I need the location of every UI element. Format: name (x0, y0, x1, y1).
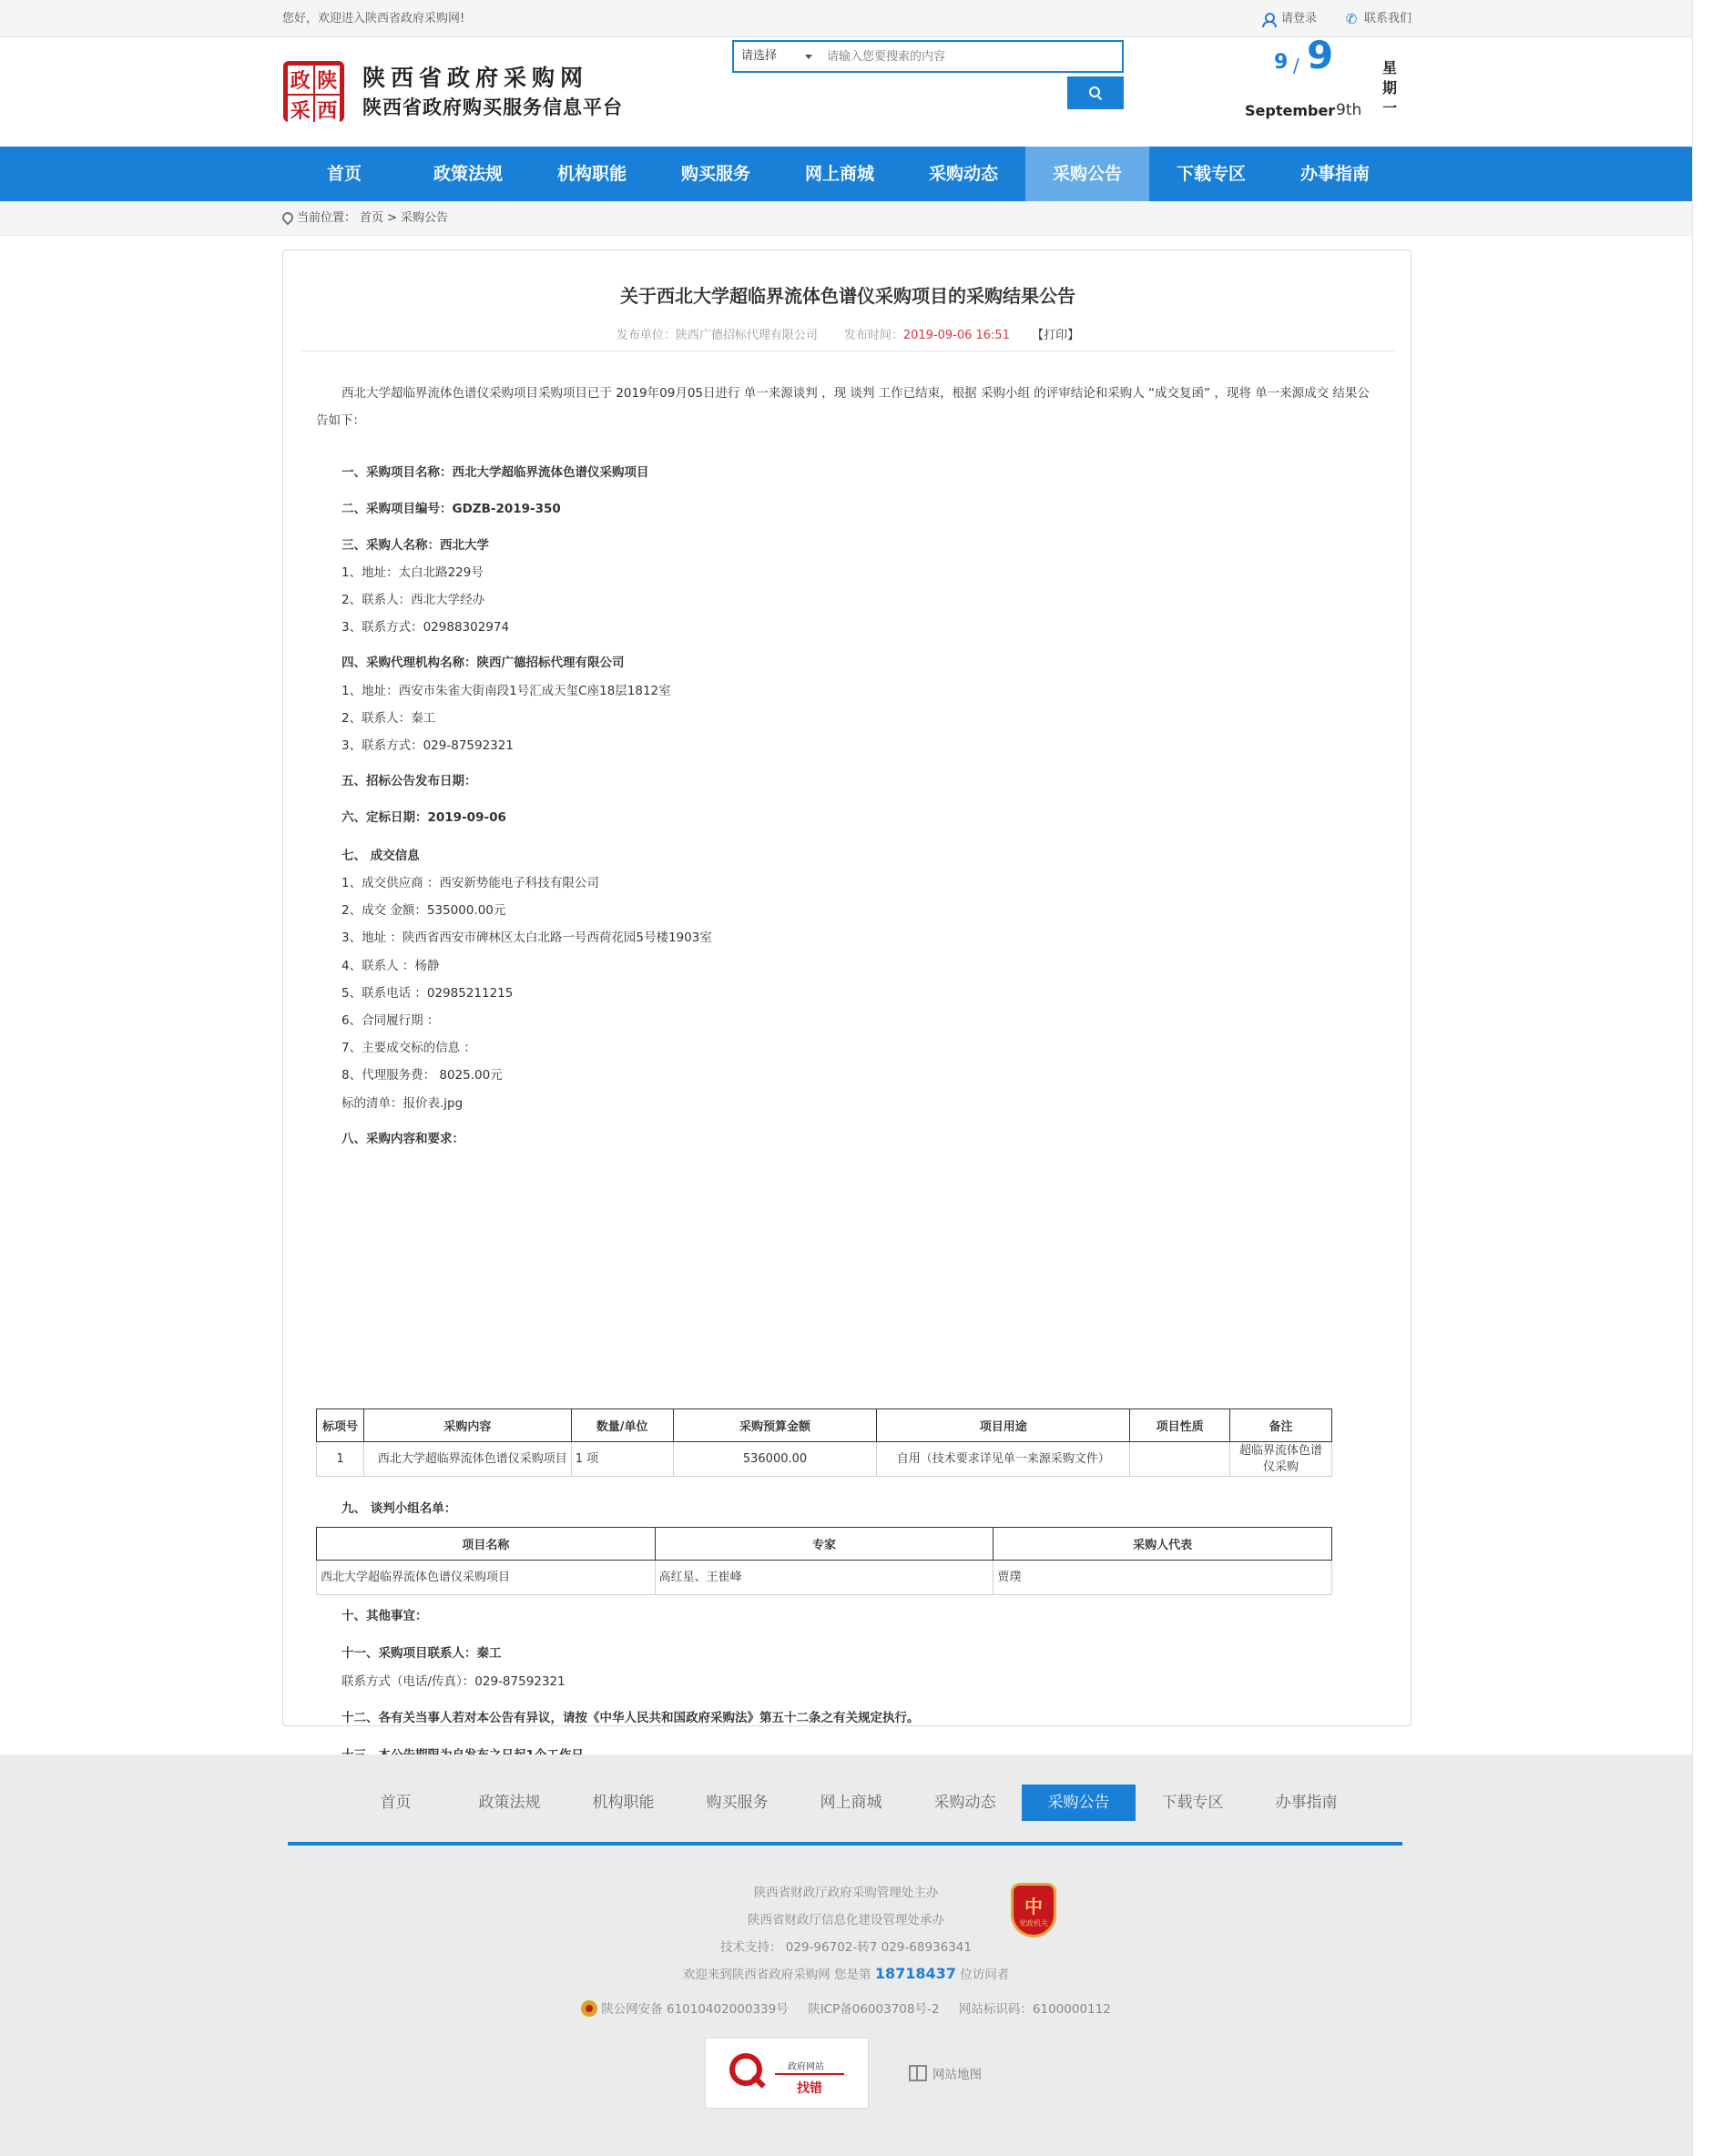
footer-nav (339, 1785, 1363, 1821)
visit-prefix: 欢迎来到陕西省政府采购网 您是第 (682, 1968, 871, 1982)
article-line: 1、地址：西安市朱雀大街南段1号汇成天玺C座18层1812室 (341, 683, 671, 698)
footer-nav-item[interactable]: 机构职能 (592, 1794, 655, 1812)
print-button[interactable]: 【打印】 (1032, 329, 1080, 342)
date-day-ordinal: 9th (1336, 101, 1362, 119)
seal-char: 采 (288, 96, 313, 124)
table-cell (1130, 1442, 1230, 1477)
search-button[interactable] (1067, 76, 1124, 109)
footer (0, 1754, 1692, 2156)
table-row (317, 1442, 1332, 1477)
magnifier-icon (728, 2051, 764, 2091)
nav-item[interactable]: 政策法规 (433, 164, 503, 184)
article-line: 三、采购人名称：西北大学 (341, 537, 489, 553)
find-error-label: 找错 (797, 2081, 822, 2096)
article-line: 二、采购项目编号：GDZB-2019-350 (341, 502, 561, 517)
article-line[interactable]: 标的清单：报价表.jpg (341, 1095, 464, 1111)
article-line: 4、联系人 ：杨静 (341, 958, 440, 973)
article-time-label: 发布时间： (843, 329, 903, 342)
article-line: 5、联系电话 ：02985211215 (341, 985, 514, 1001)
seal-char: 西 (315, 96, 341, 124)
article-line: 3、联系方式：02988302974 (341, 620, 510, 636)
article-time: 2019-09-06 16:51 (902, 329, 1010, 342)
article-line: 3、联系方式：029-87592321 (341, 738, 514, 754)
search-input[interactable] (821, 42, 1122, 71)
nav-item[interactable]: 首页 (326, 164, 362, 184)
sitemap-link[interactable] (909, 2064, 982, 2082)
login-label: 请登录 (1280, 12, 1317, 25)
footer-divider (288, 1842, 1402, 1846)
table-header-cell: 采购预算金额 (673, 1409, 877, 1442)
article-tail-line: 十、其他事宜： (341, 1609, 428, 1623)
section-9-heading: 九、 谈判小组名单： (341, 1501, 457, 1516)
logo-seal[interactable] (283, 61, 344, 122)
nav-item[interactable]: 购买服务 (680, 164, 750, 184)
article-line: 2、联系人：秦工 (341, 710, 436, 726)
footer-nav-item[interactable]: 网上商城 (820, 1794, 882, 1812)
top-bar (0, 0, 1692, 37)
procurement-table (316, 1409, 1332, 1477)
nav-item[interactable]: 采购动态 (928, 164, 998, 184)
weekday-char: 一 (1381, 99, 1397, 117)
table-header-cell: 项目用途 (877, 1409, 1130, 1442)
breadcrumb-current[interactable]: 采购公告 (400, 211, 448, 225)
article-line: 2、成交 金额：535000.00元 (341, 903, 506, 919)
search-icon (1089, 86, 1102, 99)
article-line: 四、采购代理机构名称：陕西广德招标代理有限公司 (341, 656, 625, 671)
table-header-cell: 采购人代表 (994, 1528, 1332, 1561)
scrollbar-track[interactable] (1692, 0, 1712, 2156)
table-header-cell: 项目性质 (1130, 1409, 1230, 1442)
seal-char: 陕 (315, 66, 341, 94)
article-tail-line: 联系方式（电话/传真）：029-87592321 (341, 1674, 566, 1689)
nav-item[interactable]: 办事指南 (1299, 164, 1370, 184)
nav-item[interactable]: 采购公告 (1025, 147, 1149, 201)
footer-records (0, 1998, 1692, 2017)
article-line: 八、采购内容和要求： (341, 1131, 464, 1146)
footer-undertake: 陕西省财政厅信息化建设管理处承办 (748, 1913, 944, 1927)
article-publisher: 发布单位：陕西广德招标代理有限公司 (616, 329, 818, 342)
article-tail-line: 十二、各有关当事人若对本公告有异议，请按《中华人民共和国政府采购法》第五十二条之有关规定执行。 (341, 1711, 920, 1725)
table-header-cell: 备注 (1230, 1409, 1332, 1442)
date-month-number: 9 (1274, 51, 1289, 74)
table-cell: 1 项 (571, 1442, 673, 1477)
main-nav (0, 147, 1692, 201)
article-line: 七、 成交信息 (341, 848, 420, 863)
article-tail-line: 十一、采购项目联系人：秦工 (341, 1646, 502, 1661)
police-badge-icon (581, 2000, 597, 2017)
article-line: 六、定标日期：2019-09-06 (341, 809, 506, 825)
article-intro: 西北大学超临界流体色谱仪采购项目采购项目已于 2019年09月05日进行 单一来源谈判 ，现 谈判 工作已结束，根据 采购小组 的评审结论和采购人 “成交复函” ，现将 单一来源成交 结果公告如下： (316, 386, 1370, 428)
emblem-char: 中 (1024, 1896, 1043, 1917)
table-header-cell: 标项号 (317, 1409, 364, 1442)
table-cell: 536000.00 (673, 1442, 877, 1477)
table-header-cell: 数量/单位 (571, 1409, 673, 1442)
find-error-badge[interactable] (705, 2038, 869, 2109)
footer-support: 技术支持： 029-96702-转7 029-68936341 (720, 1940, 972, 1955)
footer-nav-item[interactable]: 购买服务 (706, 1794, 769, 1812)
article-title: 关于西北大学超临界流体色谱仪采购项目的采购结果公告 (620, 285, 1075, 307)
footer-nav-item[interactable]: 采购公告 (1022, 1785, 1136, 1821)
article-line: 2、联系人：西北大学经办 (341, 592, 485, 607)
breadcrumb (0, 201, 1692, 236)
police-record[interactable]: 陕公网安备 61010402000339号 (601, 2002, 789, 2017)
date-month-name: September (1245, 102, 1336, 119)
date-slash: / (1293, 55, 1299, 76)
date-day: 9 (1307, 33, 1334, 77)
article-meta (283, 325, 1412, 342)
footer-visit (0, 1964, 1692, 1982)
table-cell: 贾璞 (994, 1561, 1332, 1595)
article-line: 1、地址：太白北路229号 (341, 564, 484, 580)
footer-nav-item[interactable]: 下载专区 (1161, 1794, 1224, 1812)
search-box (732, 40, 1124, 73)
find-error-top: 政府网站 (788, 2062, 824, 2072)
date-weekday (1380, 58, 1400, 118)
site-id: 网站标识码：6100000112 (958, 2002, 1111, 2017)
article-line: 一、采购项目名称：西北大学超临界流体色谱仪采购项目 (341, 464, 649, 480)
emblem-label: 党政机关 (1019, 1919, 1048, 1927)
article-line: 五、招标公告发布日期： (341, 774, 477, 789)
article-line: 1、成交供应商 ：西安新势能电子科技有限公司 (341, 876, 599, 891)
nav-item[interactable]: 机构职能 (556, 164, 627, 184)
article-line: 7、主要成交标的信息 ： (341, 1041, 476, 1056)
map-icon (909, 2065, 927, 2081)
find-error-line (775, 2073, 844, 2075)
footer-host: 陕西省财政厅政府采购管理处主办 (753, 1886, 939, 1900)
location-pin-icon (282, 212, 291, 225)
breadcrumb-prefix: 当前位置： (297, 211, 357, 225)
table-cell: 超临界流体色谱仪采购 (1230, 1442, 1332, 1477)
icp-record[interactable]: 陕ICP备06003708号-2 (808, 2002, 940, 2017)
seal-char: 政 (288, 66, 313, 94)
panel-table (316, 1527, 1332, 1595)
table-cell: 西北大学超临界流体色谱仪采购项目 (317, 1561, 656, 1595)
breadcrumb-separator: > (387, 211, 397, 225)
phone-icon: ✆ (1345, 10, 1358, 27)
table-header-cell: 专家 (655, 1528, 994, 1561)
table-row (317, 1561, 1332, 1595)
table-cell: 自用（技术要求详见单一来源采购文件） (877, 1442, 1130, 1477)
nav-item[interactable]: 网上商城 (804, 164, 874, 184)
breadcrumb-home[interactable]: 首页 (360, 211, 384, 225)
table-cell: 1 (317, 1442, 364, 1477)
caret-down-icon (805, 55, 812, 59)
search-category-select[interactable] (734, 42, 821, 71)
welcome-text: 您好，欢迎进入陕西省政府采购网! (282, 12, 465, 25)
footer-nav-item[interactable]: 采购动态 (933, 1794, 996, 1812)
logo-text[interactable] (362, 65, 623, 121)
article-line: 6、合同履行期 ： (341, 1013, 440, 1029)
visit-count: 18718437 (874, 1965, 956, 1982)
nav-item[interactable]: 下载专区 (1176, 164, 1246, 184)
visit-suffix: 位访问者 (960, 1968, 1010, 1982)
table-header-cell: 项目名称 (317, 1528, 656, 1561)
article-line: 8、代理服务费： 8025.00元 (341, 1068, 503, 1083)
search-category-label: 请选择 (741, 49, 778, 63)
footer-nav-item[interactable]: 首页 (380, 1794, 412, 1812)
table-cell: 西北大学超临界流体色谱仪采购项目 (363, 1442, 571, 1477)
weekday-char: 星 (1381, 59, 1397, 76)
site-title: 陕西省政府采购网 (362, 65, 589, 91)
sitemap-label: 网站地图 (932, 2068, 982, 2082)
table-cell: 高红星、王崔峰 (655, 1561, 994, 1595)
contact-label: 联系我们 (1363, 12, 1411, 25)
site-subtitle: 陕西省政府购买服务信息平台 (362, 97, 623, 118)
table-header-cell: 采购内容 (363, 1409, 571, 1442)
article-card (282, 249, 1411, 1726)
article-line: 3、地址 ：陕西省西安市碑林区太白北路一号西荷花园5号楼1903室 (341, 931, 712, 946)
date-widget (1243, 22, 1411, 119)
party-emblem-icon[interactable] (1011, 1883, 1056, 1937)
weekday-char: 期 (1381, 79, 1397, 97)
footer-nav-item[interactable]: 办事指南 (1275, 1794, 1338, 1812)
footer-nav-item[interactable]: 政策法规 (478, 1794, 541, 1812)
